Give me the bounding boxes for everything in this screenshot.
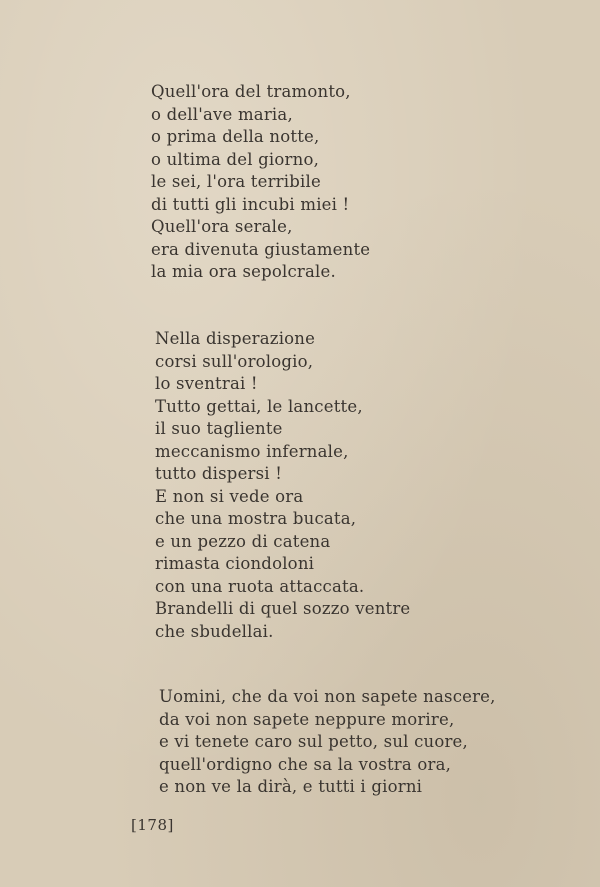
poem-line: le sei, l'ora terribile [151,172,321,191]
poem-line: il suo tagliente [155,419,283,438]
poem-line: era divenuta giustamente [151,239,371,259]
poem-line: corsi sull'orologio, [155,351,314,371]
poem-line: tutto dispersi ! [155,464,283,483]
stanza-3 [159,686,496,799]
poem-line: Quell'ora del tramonto, [151,82,351,101]
poem-line: o prima della notte, [151,127,320,146]
poem-line: Brandelli di quel sozzo ventre [155,599,411,618]
poem-line: Quell'ora serale, [151,217,293,236]
poem-line: E non si vede ora [155,486,304,506]
poem-line: Nella disperazione [155,329,316,348]
poem-line: quell'ordigno che sa la vostra ora, [159,754,452,774]
poem-line: e un pezzo di catena [155,531,331,551]
poem-line: da voi non sapete neppure morire, [159,709,455,729]
poem-line: Uomini, che da voi non sapete nascere, [159,687,496,706]
poem-line: o dell'ave maria, [151,104,293,124]
poem-line: che una mostra bucata, [155,509,357,528]
poem-line: meccanismo infernale, [155,441,349,461]
poem-line: e vi tenete caro sul petto, sul cuore, [159,732,468,751]
poem-line: lo sventrai ! [155,374,258,393]
stanza-1 [151,81,370,284]
poem-line: rimasta ciondoloni [155,554,315,573]
page-number: [178] [131,816,174,834]
poem-line: di tutti gli incubi miei ! [151,194,350,214]
stanza-2 [155,328,410,643]
poem-line: Tutto gettai, le lancette, [155,396,363,416]
poem-line: la mia ora sepolcrale. [151,262,336,281]
poem-line: con una ruota attaccata. [155,576,365,596]
poem-line: che sbudellai. [155,621,274,641]
poem-line: o ultima del giorno, [151,149,320,169]
poem-line: e non ve la dirà, e tutti i giorni [159,777,423,796]
